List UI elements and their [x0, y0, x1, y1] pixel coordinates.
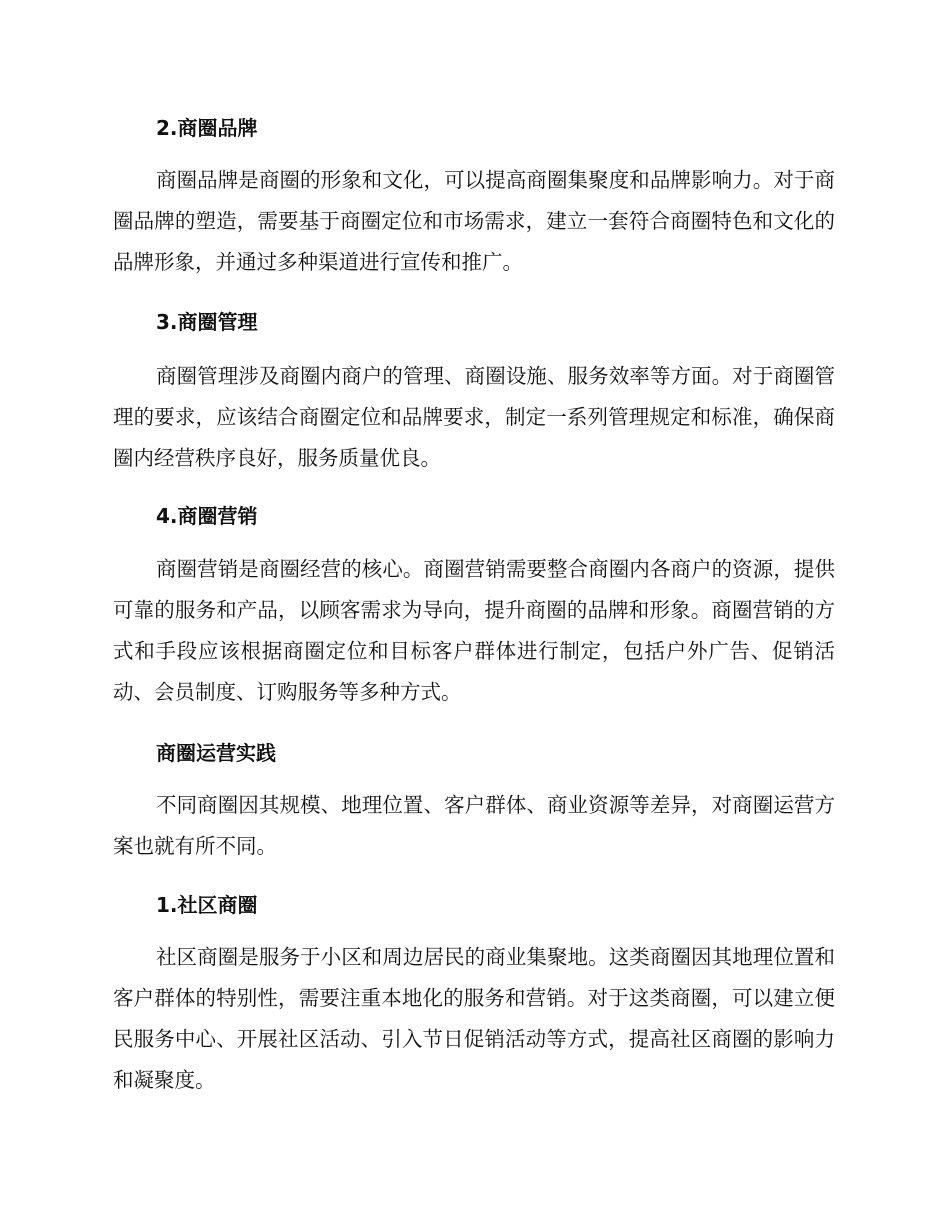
section-heading-practice: 商圈运营实践 — [156, 741, 276, 765]
section-paragraph-brand: 商圈品牌是商圈的形象和文化，可以提高商圈集聚度和品牌影响力。对于商圈品牌的塑造，需要基于商圈定位和市场需求，建立一套符合商圈特色和文化的品牌形象，并通过多种渠道进行宣传和推广。 — [113, 168, 835, 274]
section-heading-community: 1.社区商圈 — [156, 893, 258, 917]
section-paragraph-marketing: 商圈营销是商圈经营的核心。商圈营销需要整合商圈内各商户的资源，提供可靠的服务和产品，以顾客需求为导向，提升商圈的品牌和形象。商圈营销的方式和手段应该根据商圈定位和目标客户群体进行制定，包括户外广告、促销活动、会员制度、订购服务等多种方式。 — [113, 557, 835, 704]
section-heading-management: 3.商圈管理 — [156, 310, 258, 334]
section-paragraph-practice: 不同商圈因其规模、地理位置、客户群体、商业资源等差异，对商圈运营方案也就有所不同。 — [113, 793, 835, 858]
section-heading-marketing: 4.商圈营销 — [156, 504, 258, 528]
section-paragraph-management: 商圈管理涉及商圈内商户的管理、商圈设施、服务效率等方面。对于商圈管理的要求，应该结合商圈定位和品牌要求，制定一系列管理规定和标准，确保商圈内经营秩序良好，服务质量优良。 — [113, 364, 835, 470]
section-paragraph-community: 社区商圈是服务于小区和周边居民的商业集聚地。这类商圈因其地理位置和客户群体的特别性，需要注重本地化的服务和营销。对于这类商圈，可以建立便民服务中心、开展社区活动、引入节日促销活动等方式，提高社区商圈的影响力和凝聚度。 — [113, 945, 835, 1092]
section-heading-brand: 2.商圈品牌 — [156, 116, 258, 140]
